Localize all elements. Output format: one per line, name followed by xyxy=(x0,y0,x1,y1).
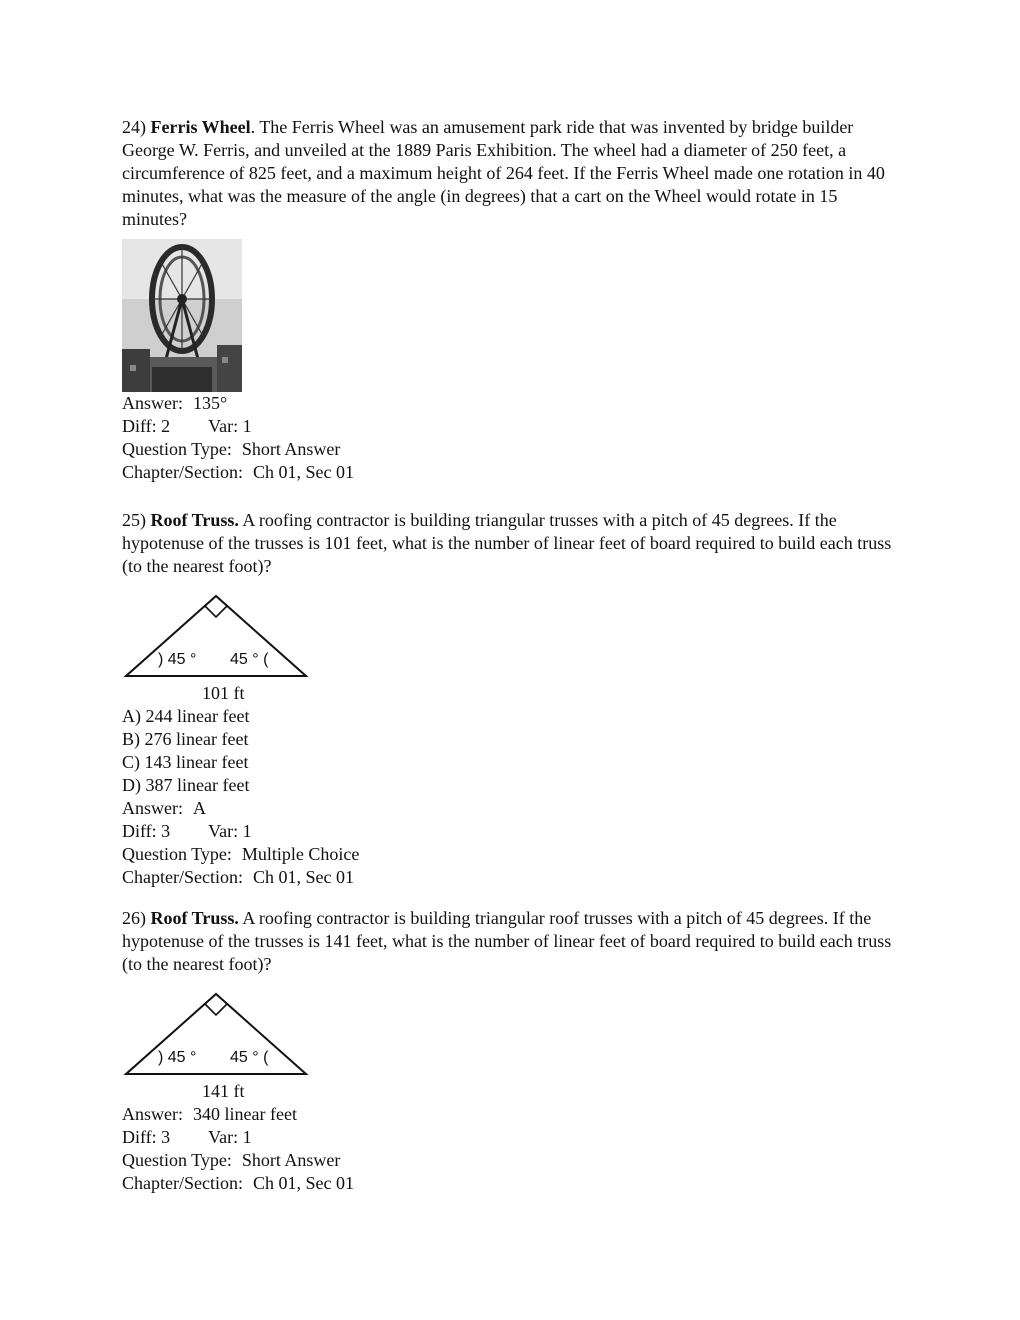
answer-value: 340 linear feet xyxy=(193,1104,297,1124)
question-type-value: Short Answer xyxy=(241,439,341,459)
question-type-line xyxy=(122,843,902,866)
question-25 xyxy=(122,509,902,889)
right-angle-label: 45 ° ( xyxy=(230,651,269,668)
question-number: 26) xyxy=(122,908,146,928)
var-label: Var: 1 xyxy=(208,821,252,841)
question-title: Ferris Wheel xyxy=(150,117,251,137)
question-26-text xyxy=(122,907,902,976)
question-25-text xyxy=(122,509,902,578)
chapter-value: Ch 01, Sec 01 xyxy=(252,1173,354,1193)
question-body: The Ferris Wheel was an amusement park ride that was invented by bridge builder George W. Ferris, and unveiled at the 1889 Paris Exhibition. The wheel had a diameter of 250 feet, a circumference of 825 feet, and a maximum height of 264 feet. If the Ferris Wheel made one rotation in 40 minutes, what was the measure of the angle (in degrees) that a cart on the Wheel would rotate in 15 minutes? xyxy=(122,117,885,229)
answer-value: 135° xyxy=(193,393,228,413)
left-angle-label: ) 45 ° xyxy=(158,1049,197,1066)
chapter-line xyxy=(122,461,902,484)
diff-label: Diff: 3 xyxy=(122,1127,171,1147)
choice-c: C) 143 linear feet xyxy=(122,752,249,772)
left-angle-label: ) 45 ° xyxy=(158,651,197,668)
answer-line xyxy=(122,1103,902,1126)
question-24 xyxy=(122,116,902,484)
var-label: Var: 1 xyxy=(208,1127,252,1147)
diff-label: Diff: 3 xyxy=(122,821,171,841)
question-title: Roof Truss. xyxy=(150,908,239,928)
chapter-line xyxy=(122,866,902,889)
diff-line xyxy=(122,415,902,438)
question-type-label: Question Type: xyxy=(122,1150,232,1170)
var-label: Var: 1 xyxy=(208,416,252,436)
question-type-line xyxy=(122,1149,902,1172)
truss-diagram xyxy=(122,982,312,1080)
question-type-value: Short Answer xyxy=(241,1150,341,1170)
answer-label: Answer: xyxy=(122,393,183,413)
truss-caption: 101 ft xyxy=(202,683,245,703)
answer-line xyxy=(122,392,902,415)
chapter-label: Chapter/Section: xyxy=(122,462,243,482)
question-title: Roof Truss. xyxy=(150,510,239,530)
chapter-value: Ch 01, Sec 01 xyxy=(252,867,354,887)
question-number: 24) xyxy=(122,117,146,137)
chapter-label: Chapter/Section: xyxy=(122,867,243,887)
answer-value: A xyxy=(193,798,206,818)
question-26 xyxy=(122,907,902,1195)
truss-caption: 141 ft xyxy=(202,1081,245,1101)
answer-label: Answer: xyxy=(122,798,183,818)
question-type-line xyxy=(122,438,902,461)
answer-label: Answer: xyxy=(122,1104,183,1124)
choice-b: B) 276 linear feet xyxy=(122,729,249,749)
ferris-wheel-photo xyxy=(122,239,242,392)
choice-a: A) 244 linear feet xyxy=(122,706,250,726)
question-body: A roofing contractor is building triangular trusses with a pitch of 45 degrees. If the hypotenuse of the trusses is 101 feet, what is the number of linear feet of board required to build each truss (to the nearest foot)? xyxy=(122,510,892,576)
question-type-value: Multiple Choice xyxy=(241,844,360,864)
question-number: 25) xyxy=(122,510,146,530)
question-24-text xyxy=(122,116,902,231)
diff-label: Diff: 2 xyxy=(122,416,171,436)
truss-diagram xyxy=(122,584,312,682)
right-angle-label: 45 ° ( xyxy=(230,1049,269,1066)
chapter-line xyxy=(122,1172,902,1195)
question-type-label: Question Type: xyxy=(122,439,232,459)
question-type-label: Question Type: xyxy=(122,844,232,864)
question-body: A roofing contractor is building triangular roof trusses with a pitch of 45 degrees. If the hypotenuse of the trusses is 141 feet, what is the number of linear feet of board required to build each truss (to the nearest foot)? xyxy=(122,908,892,974)
chapter-value: Ch 01, Sec 01 xyxy=(252,462,354,482)
question-title-punct: . xyxy=(250,117,256,137)
answer-line xyxy=(122,797,902,820)
chapter-label: Chapter/Section: xyxy=(122,1173,243,1193)
diff-line xyxy=(122,1126,902,1149)
diff-line xyxy=(122,820,902,843)
choice-d: D) 387 linear feet xyxy=(122,775,250,795)
